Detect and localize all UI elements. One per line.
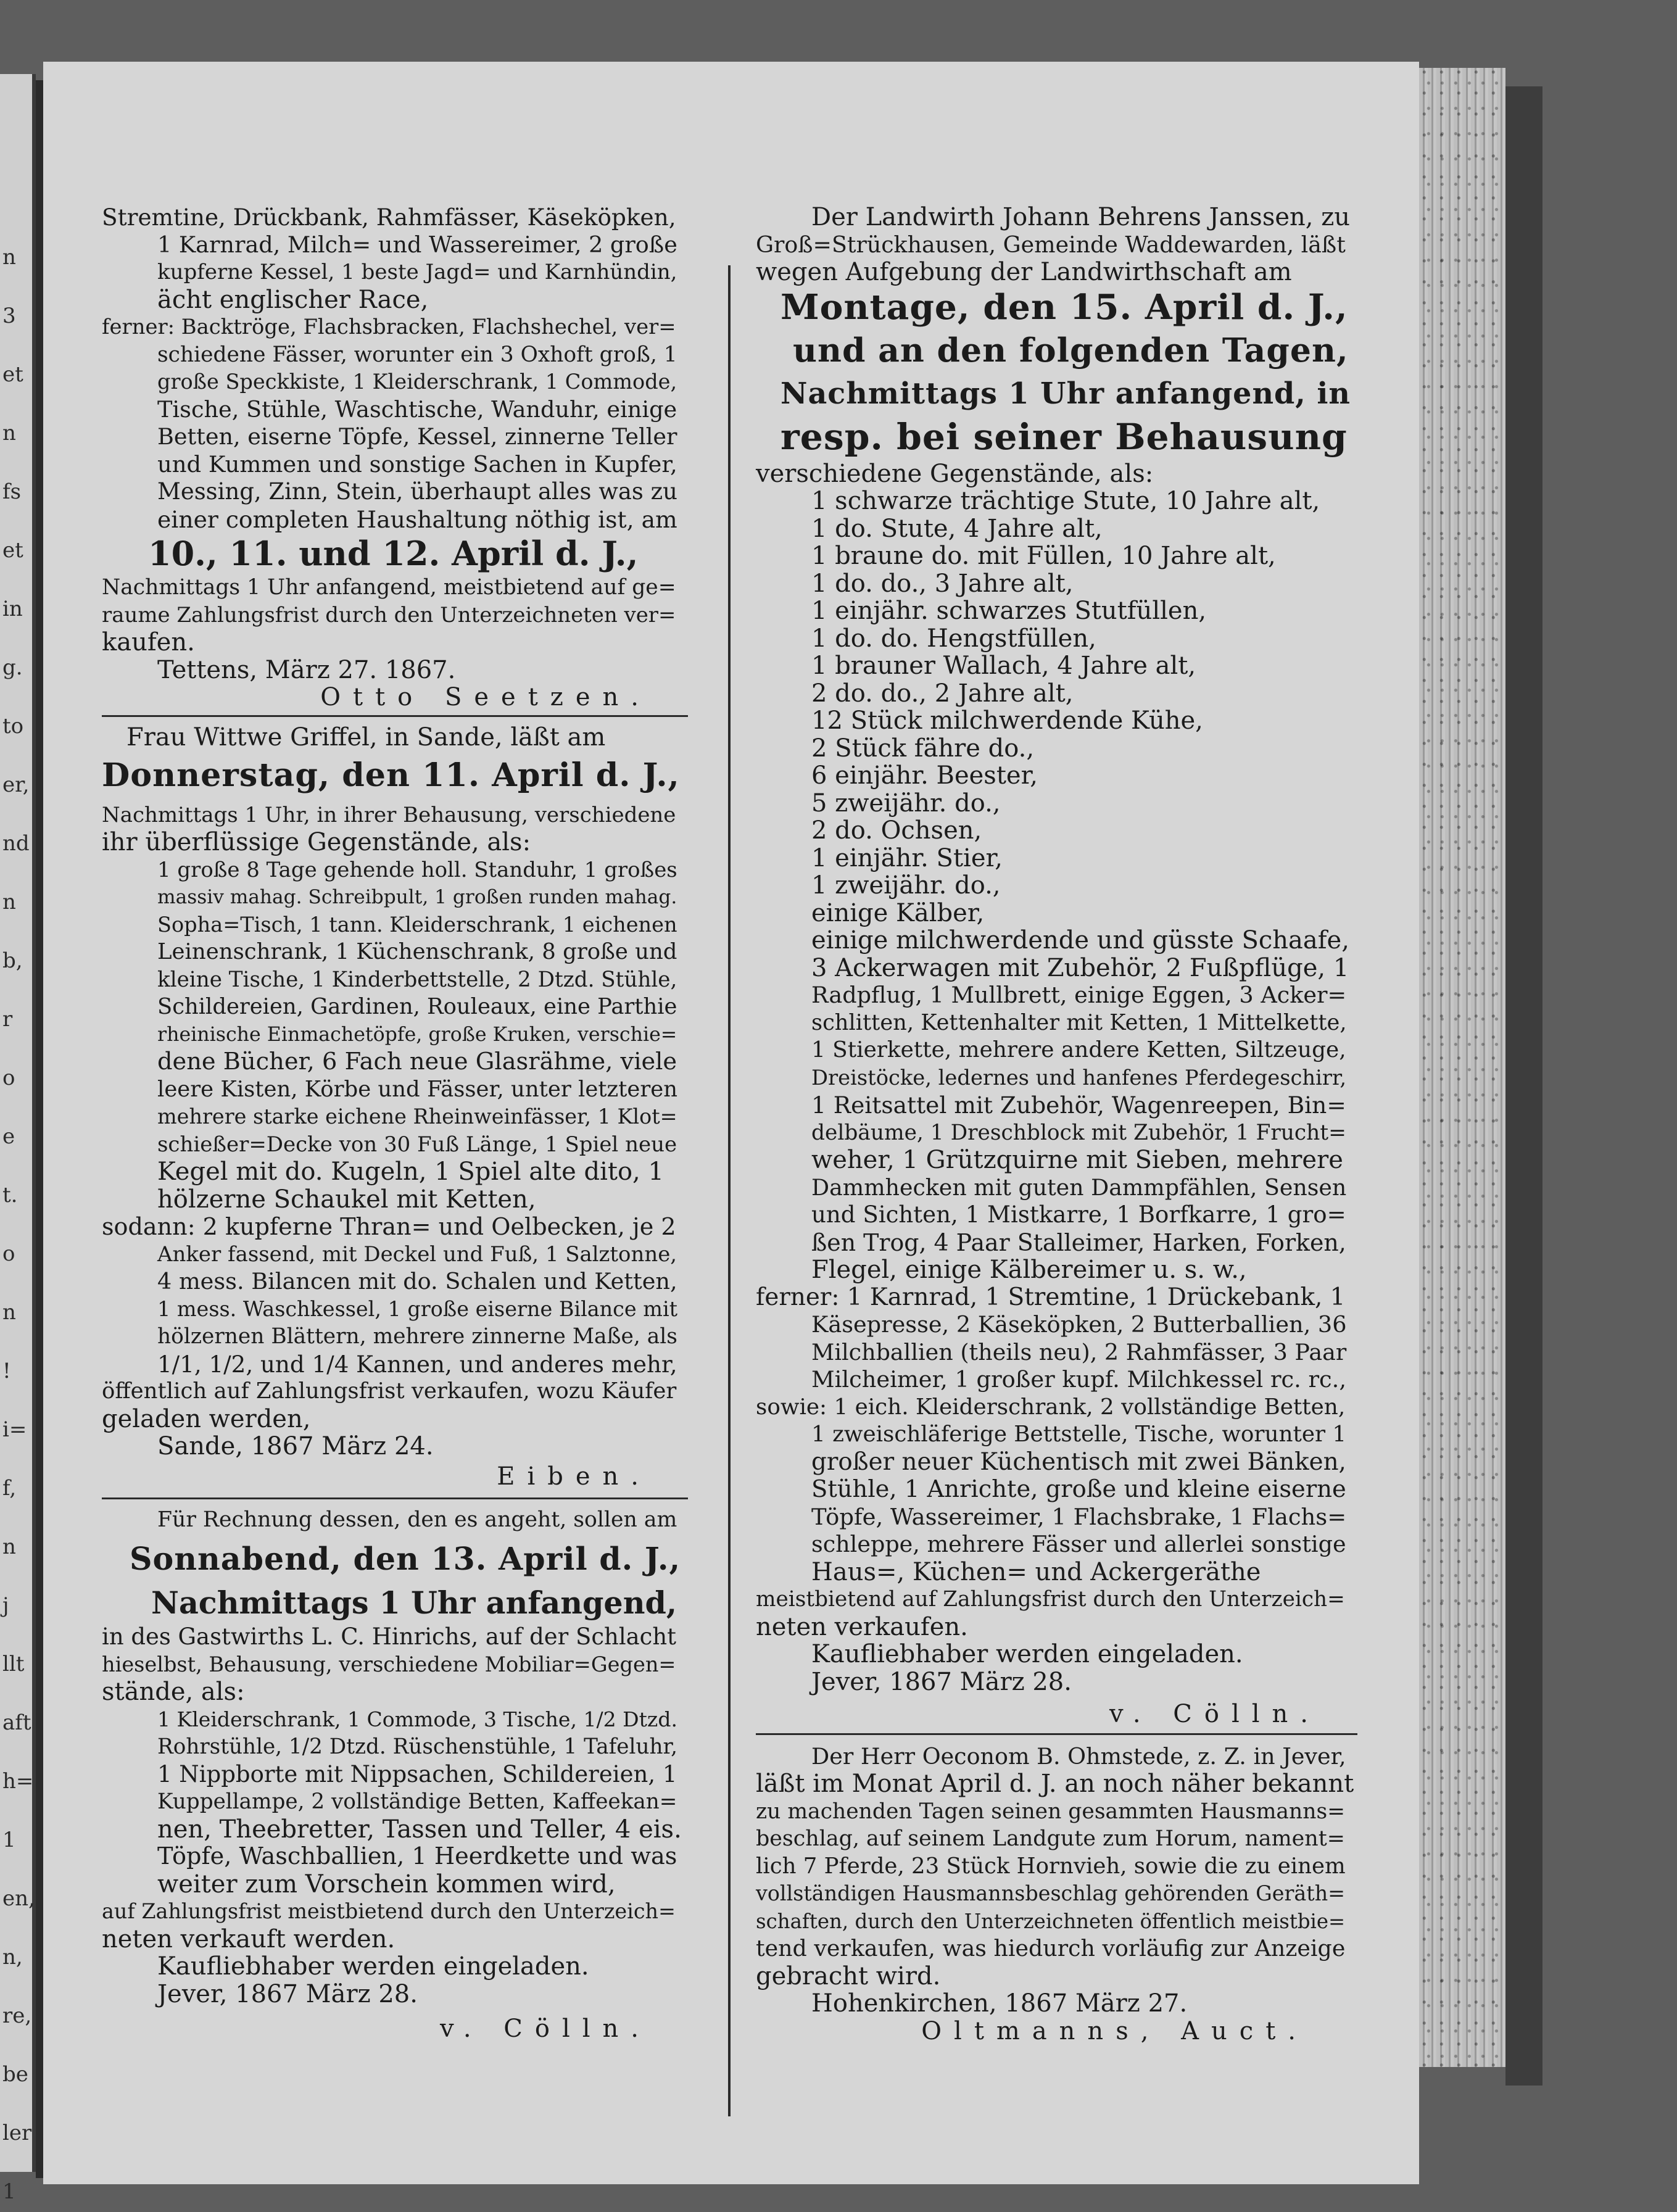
text-line: 1 Reitsattel mit Zubehör, Wagenreepen, Bin= [811,1092,1346,1119]
text-line: 1 Stierkette, mehrere andere Ketten, Siltzeuge, [811,1037,1346,1063]
margin-fragment: 1 [2,1828,16,1852]
book-cover-shadow [1505,86,1542,2086]
margin-fragment: et [2,362,23,387]
text-line: 1 Nippborte mit Nippsachen, Schildereien, 1 [157,1760,677,1787]
newspaper-page [43,62,1419,2184]
text-line: dene Bücher, 6 Fach neue Glasrähme, viele [157,1048,677,1075]
section-rule [102,715,688,717]
margin-fragment: ! [2,1359,11,1383]
text-line: 1 do. do. Hengstfüllen, [811,624,1096,653]
margin-fragment: t. [2,1183,18,1207]
text-line: 1 brauner Wallach, 4 Jahre alt, [811,652,1196,680]
text-line: 1 zweischläferige Bettstelle, Tische, worunter 1 [811,1422,1347,1447]
text-line: 1 einjähr. Stier, [811,843,1003,872]
text-line: 1 do. do., 3 Jahre alt, [811,569,1074,598]
section-rule [756,1733,1357,1735]
signature: Otto Seetzen. [320,683,651,711]
text-line: 1 mess. Waschkessel, 1 große eiserne Bilance mit [157,1296,678,1321]
text-line: und Sichten, 1 Mistkarre, 1 Borfkarre, 1 gro= [811,1201,1346,1228]
text-line: geladen werden, [102,1404,311,1433]
text-line: delbäume, 1 Dreschblock mit Zubehör, 1 Frucht= [811,1120,1346,1145]
text-line: massiv mahag. Schreibpult, 1 großen runden mahag. [157,886,677,908]
text-line: beschlag, auf seinem Landgute zum Horum, nament= [756,1826,1345,1851]
margin-fragment: n [2,890,16,914]
auction-date-heading: Donnerstag, den 11. April d. J., [102,756,680,794]
margin-fragment: n [2,421,16,445]
text-line: 1 braune do. mit Füllen, 10 Jahre alt, [811,542,1276,570]
text-line: Käsepresse, 2 Käseköpken, 2 Butterballien, 36 [811,1311,1347,1338]
margin-fragment: r [2,1007,13,1032]
text-line: schlitten, Kettenhalter mit Ketten, 1 Mittelkette, [811,1009,1347,1035]
text-line: einige Kälber, [811,898,985,927]
page-edge-speckle [1419,68,1505,2067]
margin-fragment: er, [2,773,30,797]
text-line: Sande, 1867 März 24. [157,1432,434,1460]
margin-fragment: g. [2,655,23,680]
text-line: 12 Stück milchwerdende Kühe, [811,706,1203,735]
text-line: 1 große 8 Tage gehende holl. Standuhr, 1 großes [157,857,677,882]
auction-time-heading: Nachmittags 1 Uhr anfangend, [151,1585,677,1621]
text-line: Stremtine, Drückbank, Rahmfässer, Käseköpken, [102,204,676,231]
text-line: in des Gastwirths L. C. Hinrichs, auf der Schlacht [102,1623,676,1650]
text-line: Betten, eiserne Töpfe, Kessel, zinnerne Teller [157,423,677,450]
text-line: Milchballien (theils neu), 2 Rahmfässer, 3 Paar [811,1338,1347,1365]
text-line: Frau Wittwe Griffel, in Sande, läßt am [126,723,606,752]
margin-fragment: aft [2,1710,31,1735]
text-line: Jever, 1867 März 28. [811,1667,1072,1696]
text-line: zu machenden Tagen seinen gesammten Hausmanns= [756,1799,1346,1824]
text-line: 1 einjähr. schwarzes Stutfüllen, [811,597,1207,625]
text-line: Milcheimer, 1 großer kupf. Milchkessel rc. rc., [811,1366,1347,1393]
left-page-edge [0,74,36,2204]
text-line: Der Herr Oeconom B. Ohmstede, z. Z. in Jever, [811,1742,1346,1770]
signature: Eiben. [497,1462,651,1491]
text-line: Für Rechnung dessen, den es angeht, sollen am [157,1507,677,1532]
auction-headline: und an den folgenden Tagen, [793,330,1349,370]
text-line: Leinenschrank, 1 Küchenschrank, 8 große und [157,939,677,964]
text-line: Nachmittags 1 Uhr anfangend, meistbietend auf ge= [102,575,676,600]
margin-fragment: re, [2,2003,32,2028]
text-line: auf Zahlungsfrist meistbietend durch den Unterzeich= [102,1899,676,1923]
margin-fragment: et [2,538,23,563]
text-line: Sopha=Tisch, 1 tann. Kleiderschrank, 1 eichenen [157,912,677,937]
margin-fragment: b, [2,948,23,973]
text-line: gebracht wird. [756,1961,941,1990]
text-line: einige milchwerdende und güsste Schaafe, [811,926,1349,955]
text-line: Stühle, 1 Anrichte, große und kleine eiserne [811,1475,1346,1503]
text-line: 1 do. Stute, 4 Jahre alt, [811,514,1103,543]
margin-fragment: be [2,2062,28,2087]
text-line: läßt im Monat April d. J. an noch näher bekannt [756,1770,1354,1798]
text-line: öffentlich auf Zahlungsfrist verkaufen, wozu Käufer [102,1378,677,1404]
text-line: Jever, 1867 März 28. [157,1979,418,2008]
text-line: großer neuer Küchentisch mit zwei Bänken, [811,1448,1346,1476]
text-line: 1 schwarze trächtige Stute, 10 Jahre alt, [811,487,1320,515]
margin-fragment: e [2,1124,15,1149]
margin-fragment: f, [2,1476,17,1501]
signature: Oltmanns, Auct. [921,2016,1308,2045]
text-line: 2 do. do., 2 Jahre alt, [811,679,1074,708]
text-line: 6 einjähr. Beester, [811,761,1038,790]
text-line: vollständigen Hausmannsbeschlag gehörenden Geräth= [756,1881,1346,1905]
auction-date-heading: 10., 11. und 12. April d. J., [148,534,639,573]
text-line: kaufen. [102,628,195,657]
text-line: leere Kisten, Körbe und Fässer, unter letzteren [157,1076,678,1102]
margin-fragment: 3 [2,304,16,328]
auction-date-heading: Sonnabend, den 13. April d. J., [130,1541,681,1577]
margin-fragment: n [2,1300,16,1325]
text-line: Töpfe, Waschballien, 1 Heerdkette und was [157,1843,677,1870]
text-line: Tische, Stühle, Waschtische, Wanduhr, einige [157,396,677,423]
text-line: und Kummen und sonstige Sachen in Kupfer, [157,450,677,478]
text-line: Nachmittags 1 Uhr, in ihrer Behausung, verschiedene [102,802,676,827]
text-line: raume Zahlungsfrist durch den Unterzeichneten ver= [102,602,676,628]
text-line: Tettens, März 27. 1867. [157,655,456,684]
text-line: ächt englischer Race, [157,285,429,314]
auction-headline: Montage, den 15. April d. J., [781,286,1348,328]
text-line: neten verkaufen. [756,1612,968,1641]
text-line: Schildereien, Gardinen, Rouleaux, eine Parthie [157,994,677,1019]
text-line: nen, Theebretter, Tassen und Teller, 4 eis. [157,1815,682,1844]
margin-fragment: o [2,1241,15,1266]
text-line: tend verkaufen, was hiedurch vorläufig zur Anzeige [756,1935,1346,1961]
text-line: hieselbst, Behausung, verschiedene Mobiliar=Gegen= [102,1652,676,1676]
text-line: Kuppellampe, 2 vollständige Betten, Kaffeekan= [157,1789,677,1814]
text-line: Radpflug, 1 Mullbrett, einige Eggen, 3 Acker= [811,982,1347,1008]
auction-headline: Nachmittags 1 Uhr anfangend, in [781,376,1351,411]
text-line: ßen Trog, 4 Paar Stalleimer, Harken, Forken, [811,1228,1346,1256]
text-line: Haus=, Küchen= und Ackergeräthe [811,1557,1261,1586]
signature: v. Cölln. [439,2015,651,2043]
margin-fragment: n [2,245,16,270]
margin-fragment: i= [2,1417,27,1442]
text-line: Flegel, einige Kälbereimer u. s. w., [811,1256,1247,1284]
margin-fragment: h= [2,1769,34,1794]
text-line: Messing, Zinn, Stein, überhaupt alles was zu [157,478,677,505]
signature: v. Cölln. [1109,1700,1320,1728]
margin-fragment: nd [2,831,30,856]
text-line: Anker fassend, mit Deckel und Fuß, 1 Salztonne, [157,1241,677,1267]
text-line: Rohrstühle, 1/2 Dtzd. Rüschenstühle, 1 Tafeluhr, [157,1734,677,1759]
text-line: hölzernen Blättern, mehrere zinnerne Maße, als [157,1324,677,1349]
text-line: Der Landwirth Johann Behrens Janssen, zu [811,203,1351,231]
text-line: kupferne Kessel, 1 beste Jagd= und Karnhündin, [157,260,677,284]
text-line: 2 Stück fähre do., [811,734,1035,763]
text-line: wegen Aufgebung der Landwirthschaft am [756,258,1292,286]
text-line: Dammhecken mit guten Dammpfählen, Sensen [811,1174,1347,1201]
text-line: Töpfe, Wassereimer, 1 Flachsbrake, 1 Flachs= [811,1503,1347,1530]
text-line: sowie: 1 eich. Kleiderschrank, 2 vollständige Betten, [756,1394,1346,1420]
text-line: weiter zum Vorschein kommen wird, [157,1870,616,1899]
margin-fragment: n, [2,1945,23,1970]
text-line: Dreistöcke, ledernes und hanfenes Pferdegeschirr, [811,1065,1347,1090]
text-line: Kaufliebhaber werden eingeladen. [157,1952,589,1981]
text-line: neten verkauft werden. [102,1924,395,1953]
text-line: einer completen Haushaltung nöthig ist, am [157,505,677,533]
text-line: 4 mess. Bilancen mit do. Schalen und Ketten, [157,1268,677,1294]
text-line: ferner: Backtröge, Flachsbracken, Flachshechel, ver= [102,315,676,339]
column-divider [728,265,731,2116]
margin-fragment: in [2,597,23,621]
margin-fragment: ler [2,2121,32,2145]
text-line: Kaufliebhaber werden eingeladen. [811,1640,1243,1668]
text-line: verschiedene Gegenstände, als: [756,459,1154,488]
margin-fragment: 1 [2,2179,16,2204]
text-line: mehrere starke eichene Rheinweinfässer, 1 Klot= [157,1104,677,1129]
text-line: schleppe, mehrere Fässer und allerlei sonstige [811,1531,1346,1557]
text-line: rheinische Einmachetöpfe, große Kruken, verschie= [157,1023,677,1046]
text-line: meistbietend auf Zahlungsfrist durch den Unterzeich= [756,1587,1345,1612]
text-line: 2 do. Ochsen, [811,816,982,845]
text-line: hölzerne Schaukel mit Ketten, [157,1185,536,1214]
text-line: Groß=Strückhausen, Gemeinde Waddewarden, läßt [756,231,1346,258]
auction-headline: resp. bei seiner Behausung [781,415,1348,458]
text-line: stände, als: [102,1678,245,1706]
text-line: ihr überflüssige Gegenstände, als: [102,828,531,856]
margin-fragment: fs [2,479,22,504]
text-line: schaften, durch den Unterzeichneten öffentlich meistbie= [756,1909,1346,1933]
margin-fragment: j [2,1593,9,1618]
text-line: 1 Kleiderschrank, 1 Commode, 3 Tische, 1/2 Dtzd. [157,1707,677,1731]
text-line: kleine Tische, 1 Kinderbettstelle, 2 Dtzd. Stühle, [157,967,677,992]
text-line: 1 Karnrad, Milch= und Wassereimer, 2 große [157,231,677,258]
margin-fragment: o [2,1066,15,1090]
text-line: schiedene Fässer, worunter ein 3 Oxhoft groß, 1 [157,342,677,367]
text-line: lich 7 Pferde, 23 Stück Hornvieh, sowie die zu einem [756,1853,1346,1879]
text-line: 5 zweijähr. do., [811,789,1001,818]
section-rule [102,1497,688,1499]
text-line: schießer=Decke von 30 Fuß Länge, 1 Spiel neue [157,1132,677,1157]
margin-fragment: to [2,714,24,739]
margin-fragment: llt [2,1652,25,1676]
text-line: Hohenkirchen, 1867 März 27. [811,1989,1188,2018]
text-line: 1 zweijähr. do., [811,871,1001,900]
text-line: Kegel mit do. Kugeln, 1 Spiel alte dito, 1 [157,1158,664,1186]
text-line: große Speckkiste, 1 Kleiderschrank, 1 Commode, [157,370,677,394]
text-line: 1/1, 1/2, und 1/4 Kannen, und anderes mehr, [157,1350,677,1378]
text-line: weher, 1 Grützquirne mit Sieben, mehrere [811,1146,1343,1174]
text-line: sodann: 2 kupferne Thran= und Oelbecken, je 2 [102,1213,676,1240]
margin-fragment: en, [2,1886,35,1911]
margin-fragment: n [2,1535,16,1559]
text-line: ferner: 1 Karnrad, 1 Stremtine, 1 Drückebank, 1 [756,1283,1346,1311]
text-line: 3 Ackerwagen mit Zubehör, 2 Fußpflüge, 1 [811,953,1349,982]
